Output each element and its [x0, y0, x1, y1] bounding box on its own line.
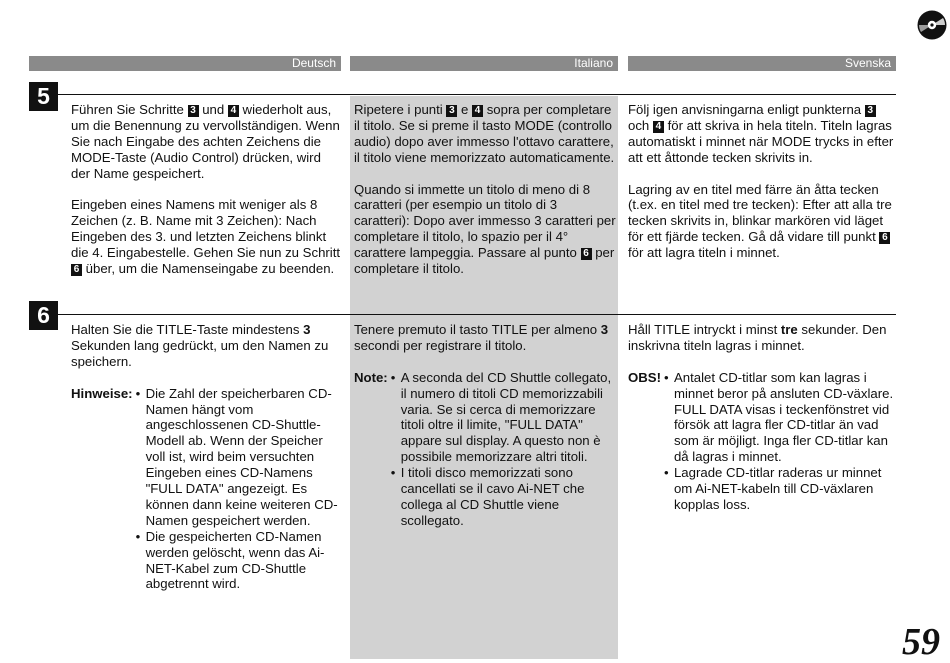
step-5-deutsch-para-1: Führen Sie Schritte 3 und 4 wiederholt aus, um die Benennung zu vervollständigen. Wenn Sie nach Eingabe des achten Zeichens die MODE-Taste (Audio Control) drücken, wird der Name gespeichert. — [71, 102, 340, 181]
step-6-svenska-notes — [628, 370, 896, 513]
step-ref-badge: 6 — [879, 232, 890, 244]
step-ref-badge: 4 — [228, 105, 239, 117]
step-5-svenska-para-2: Lagring av en titel med färre än åtta tecken (t.ex. en titel med tre tecken): Efter att alla tre tecken skrivits in, blinkar markören vid läget för ett fjärde tecken. Gå då vidare till punkt 6 för att lagra titeln i minnet. — [628, 181, 892, 261]
step-6-number: 6 — [29, 301, 58, 330]
step-5-italiano — [354, 102, 616, 277]
notes-label: Note: — [354, 369, 388, 385]
notes-label: OBS! — [628, 369, 661, 385]
step-6-divider — [29, 314, 896, 315]
note-item: • Lagrade CD-titlar raderas ur minnet om Ai-NET-kabeln till CD-växlaren kopplas loss. — [664, 465, 896, 513]
note-item: • Die Zahl der speicherbaren CD-Namen hängt vom angeschlossenen CD-Shuttle-Modell ab. Wenn der Speicher voll ist, wird beim versuchten Eingeben eines CD-Namens "FULL DATA" angezeigt. Es können dann keine weiteren CD-Namen gespeichert werden. — [136, 386, 343, 529]
notes-label: Hinweise: — [71, 385, 133, 401]
note-item: • A seconda del CD Shuttle collegato, il numero di titoli CD memorizzabili varia. Se si cerca di memorizzare titoli oltre il limite, "FULL DATA" appare sul display. A questo non è possibile memorizzare altri titoli. — [391, 370, 616, 465]
compact-disc-icon — [917, 10, 947, 40]
step-5-divider — [29, 94, 896, 95]
step-ref-badge: 3 — [865, 105, 876, 117]
step-6-svenska-para-1: Håll TITLE intryckt i minst tre sekunder. Den inskrivna titeln lagras i minnet. — [628, 322, 887, 353]
step-ref-badge: 6 — [581, 248, 592, 260]
step-6-deutsch-para-1: Halten Sie die TITLE-Taste mindestens 3 Sekunden lang gedrückt, um den Namen zu speichern. — [71, 322, 329, 369]
column-header-svenska: Svenska — [628, 56, 896, 71]
step-6-italiano-notes — [354, 370, 616, 529]
step-6-italiano-para-1: Tenere premuto il tasto TITLE per almeno 3 secondi per registrare il titolo. — [354, 322, 609, 353]
column-header-deutsch: Deutsch — [29, 56, 341, 71]
step-5-svenska — [628, 102, 896, 261]
note-item: • Die gespeicherten CD-Namen werden gelöscht, wenn das Ai-NET-Kabel zum CD-Shuttle abgetrennt wird. — [136, 529, 343, 593]
step-5-deutsch-para-2: Eingeben eines Namens mit weniger als 8 Zeichen (z. B. Name mit 3 Zeichen): Nach Eingeben des 3. und letzten Zeichens blinkt die 4. Eingabestelle. Gehen Sie nun zu Schritt 6 über, um die Namenseingabe zu beenden. — [71, 197, 341, 277]
step-5-italiano-para-2: Quando si immette un titolo di meno di 8 caratteri (per esempio un titolo di 3 caratteri): Dopo aver immesso 3 caratteri per completare il titolo, lo spazio per il 4° carattere lampeggia. Passare al punto 6 per completare il titolo. — [354, 181, 616, 277]
step-6-italiano — [354, 322, 616, 529]
step-ref-badge: 4 — [472, 105, 483, 117]
step-5-svenska-para-1: Följ igen anvisningarna enligt punkterna 3 och 4 för att skriva in hela titeln. Titeln lagras automatiskt i minnet när MODE trycks in efter att ett åttonde tecken skrivits in. — [628, 102, 894, 165]
step-6-svenska — [628, 322, 896, 513]
note-item: • Antalet CD-titlar som kan lagras i minnet beror på ansluten CD-växlare. FULL DATA visas i teckenfönstret vid försök att lagra fler CD-titlar än vad som är möjligt. Inga fler CD-titlar kan då lagras i minnet. — [664, 370, 896, 465]
column-header-italiano: Italiano — [350, 56, 618, 71]
step-ref-badge: 6 — [71, 264, 82, 276]
step-ref-badge: 3 — [446, 105, 457, 117]
note-item: • I titoli disco memorizzati sono cancellati se il cavo Ai-NET che collega al CD Shuttle viene scollegato. — [391, 465, 616, 529]
page-number: 59 — [902, 621, 940, 663]
step-5-number: 5 — [29, 82, 58, 111]
step-6-deutsch — [71, 322, 343, 592]
step-5-deutsch — [71, 102, 343, 277]
step-5-italiano-para-1: Ripetere i punti 3 e 4 sopra per completare il titolo. Se si preme il tasto MODE (controllo audio) dopo aver immesso l'ottavo carattere, il titolo viene memorizzato automaticamente. — [354, 102, 615, 165]
step-6-deutsch-notes — [71, 386, 343, 593]
step-ref-badge: 4 — [653, 121, 664, 133]
step-ref-badge: 3 — [188, 105, 199, 117]
